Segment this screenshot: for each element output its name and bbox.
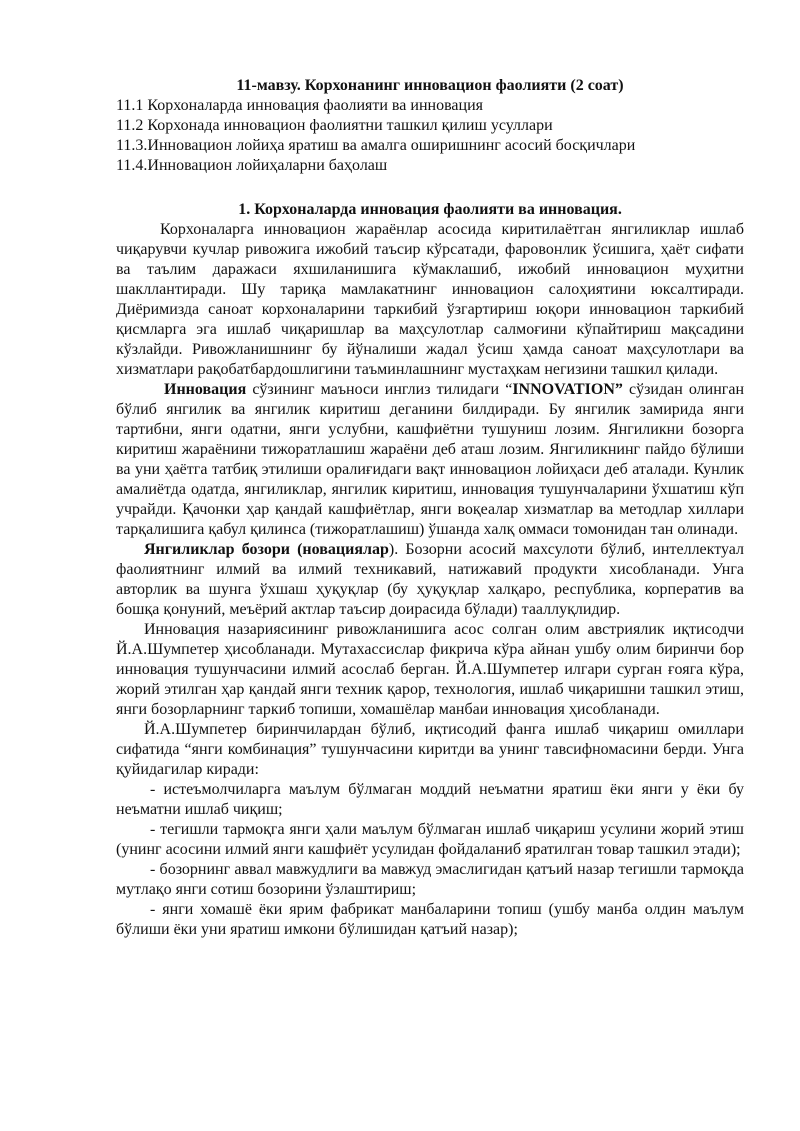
text-fragment: ). Бозорни асосий махсулоти бўлиб, интеллектуал фаолиятнинг илмий ва илмий техникавий, натижавий продукти хисобланади. Унга авторлик ва шунга ўхшаш ҳуқуқлар (бу ҳуқуқлар халқаро, республика, корператив ва бошқа қонуний, меъёрий актлар таъсир доирасида бўлади) тааллуқлидир. [116, 541, 745, 618]
paragraph-innovation-definition [116, 380, 744, 540]
toc-item-3: 11.3.Инновацион лойиҳа яратиш ва амалга оширишнинг асосий босқичлари [116, 137, 636, 154]
list-item: - тегишли тармоқга янги ҳали маълум бўлмаган ишлаб чиқариш усулини жорий этиш (унинг асосини илмий янги кашфиёт усулидан фойдаланиб яратилган товар ташкил этади); [116, 821, 744, 858]
toc-item-1: 11.1 Корхоналарда инновация фаолияти ва инновация [116, 97, 483, 114]
bold-term-english: INNOVATION” [512, 381, 623, 398]
paragraph-novelty-market [116, 540, 744, 620]
document-page [116, 76, 744, 940]
bold-term-novelty-market: Янгиликлар бозори (новациялар [144, 541, 389, 558]
paragraph-schumpeter: Инновация назариясининг ривожланишига асос солган олим австриялик иқтисодчи Й.А.Шумпетер ҳисобланади. Мутахассислар фикрича кўра айнан ушбу олим биринчи бор инновация тушунчасини илмий асослаб берган. Й.А.Шумпетер илгари сурган ғояга кўра, жорий этилган ҳар қандай янги техник қарор, технология, ишлаб чиқаришни ташкил этиш, янги бозорларнинг таркиб топиши, хомашёлар манбаи инновация ҳисобланади. [116, 621, 744, 718]
text-fragment: сўзининг маъноси инглиз тилидаги “ [246, 381, 513, 398]
topic-title: 11-мавзу. Корхонанинг инновацион фаолияти (2 соат) [236, 77, 624, 94]
list-item: - истеъмолчиларга маълум бўлмаган моддий неъматни яратиш ёки янги у ёки бу неъматни ишлаб чиқиш; [116, 781, 744, 818]
text-fragment: сўзидан олинган бўлиб янгилик ва янгилик киритиш деганини билдиради. Бу янгилик замирида янги тартибни, янги одатни, янги услубни, кашфиётни тушуниш лозим. Янгиликни бозорга киритиш жараёнини тижоратлашиш жараёни деб аташ лозим. Янгиликнинг пайдо бўлиши ва уни ҳаётга татбиқ этилиши оралиғидаги вақт инновацион лойиҳаси деб аталади. Кунлик амалиётда одатда, янгиликлар, янгилик киритиш, инновация тушунчаларини ўхшатиш кўп учрайди. Қачонки ҳар қандай кашфиётлар, янги воқеалар хизматлар ва методлар хиллари тарқалишига қабул қилинса (тижоратлашиш) ўшанда халқ оммаси томонидан тан олинади. [116, 381, 745, 538]
paragraph-intro: Корхоналарга инновацион жараёнлар асосида киритилаётган янгиликлар ишлаб чиқарувчи кучлар ривожига ижобий таъсир кўрсатади, фаровонлик ўсишига, ҳаёт сифати ва таълим даражаси яхшиланишига кўмаклашиб, ижобий инновацион муҳитни шакллантиради. Шу тариқа мамлакатнинг инновацион салоҳиятини юксалтиради. Диёримизда саноат корхоналарини таркибий ўзгартириш юқори инновацион таркибий қисмларга эга ишлаб чиқаришлар ва маҳсулотлар салмоғини кўпайтириш мақсадини кўзлайди. Ривожланишнинг бу йўналиши жадал ўсиш ҳамда саноат маҳсулотлари ва хизматлари рақобатбардошлигини таъминлашнинг мустаҳкам негизини ташкил қилади. [116, 221, 744, 378]
bold-term-innovation: Инновация [164, 381, 247, 398]
toc-item-2: 11.2 Корхонада инновацион фаолиятни ташкил қилиш усуллари [116, 117, 553, 134]
list-item: - бозорнинг аввал мавжудлиги ва мавжуд эмаслигидан қатъий назар тегишли тармоқда мутлақо янги сотиш бозорини ўзлаштириш; [116, 861, 744, 898]
toc-item-4: 11.4.Инновацион лойиҳаларни баҳолаш [116, 157, 388, 174]
section-title: 1. Корхоналарда инновация фаолияти ва инновация. [238, 201, 622, 218]
list-item: - янги хомашё ёки ярим фабрикат манбаларини топиш (ушбу манба олдин маълум бўлиши ёки уни яратиш имкони бўлишидан қатъий назар); [116, 901, 744, 938]
paragraph-new-combination: Й.А.Шумпетер биринчилардан бўлиб, иқтисодий фанга ишлаб чиқариш омиллари сифатида “янги комбинация” тушунчасини киритди ва унинг тавсифномасини берди. Унга қуйидагилар киради: [116, 721, 744, 778]
